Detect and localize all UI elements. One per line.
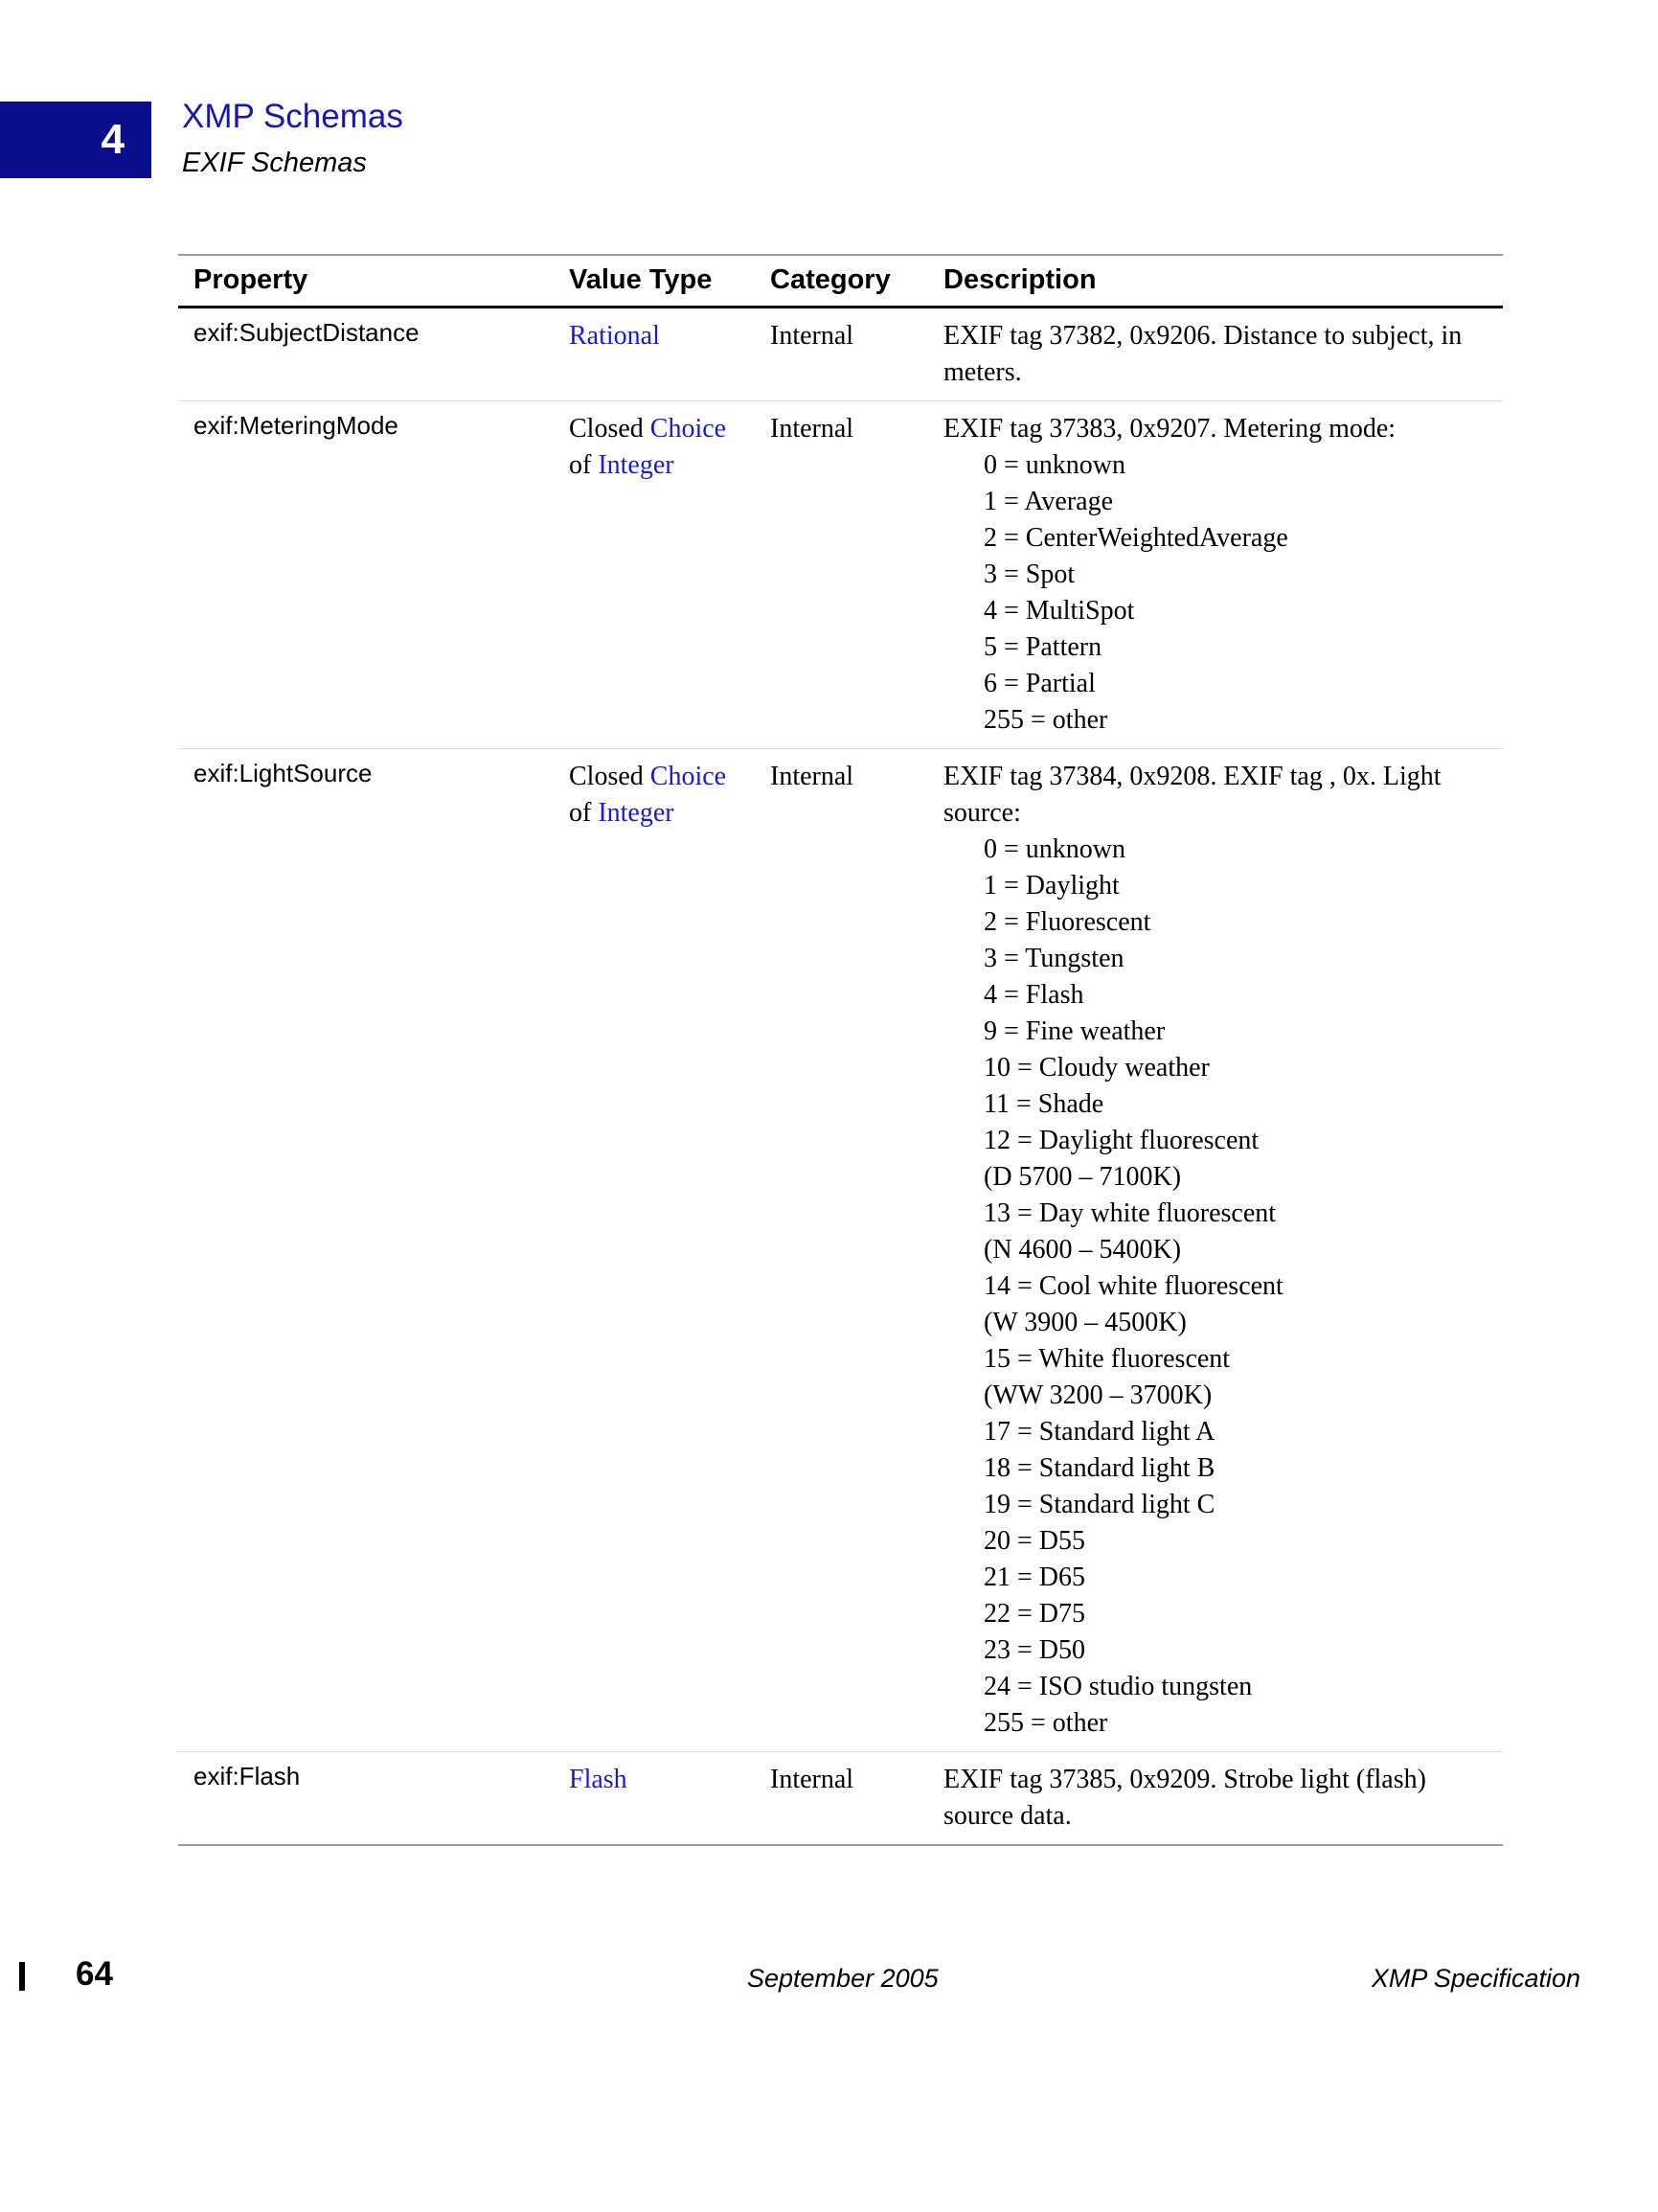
table-row [178,308,1503,401]
property-name: exif:SubjectDistance [193,318,420,347]
value-type [554,1752,770,1846]
value-type-link[interactable]: Rational [569,321,660,351]
category: Internal [770,414,854,444]
property-name: exif:MeteringMode [193,411,398,440]
value-item: 9 = Fine weather [984,1016,1166,1046]
value-item: 4 = Flash [984,980,1084,1010]
section-title: EXIF Schemas [182,148,367,178]
value-type-link[interactable]: Flash [569,1765,627,1794]
value-item: 14 = Cool white fluorescent [984,1271,1283,1301]
value-item: 255 = other [984,705,1108,735]
description-text: EXIF tag 37383, 0x9207. Metering mode: [943,414,1397,444]
value-type-link[interactable]: Integer [598,798,674,828]
value-item: 3 = Spot [984,559,1076,589]
property-table [178,254,1503,1846]
change-bar [19,1962,25,1991]
value-item-range: (D 5700 – 7100K) [984,1162,1182,1192]
column-header-category: Category [770,255,928,308]
value-item: 5 = Pattern [984,632,1102,662]
footer-document-title: XMP Specification [1371,1964,1580,1993]
value-item: 1 = Average [984,487,1113,516]
table-row [178,1752,1503,1846]
table-row [178,749,1503,1752]
value-item: 21 = D65 [984,1562,1086,1592]
value-item-range: (WW 3200 – 3700K) [984,1380,1213,1410]
table-header-row [178,255,1503,308]
value-item: 24 = ISO studio tungsten [984,1672,1253,1701]
value-item: 255 = other [984,1708,1108,1738]
description-text: EXIF tag 37384, 0x9208. EXIF tag , 0x. Light source: [943,762,1442,828]
property-name: exif:Flash [193,1762,301,1790]
value-item: 6 = Partial [984,669,1096,698]
value-item: 11 = Shade [984,1089,1104,1119]
value-item: 12 = Daylight fluorescent [984,1126,1260,1155]
value-type-link[interactable]: Choice [649,762,727,791]
value-item: 3 = Tungsten [984,944,1124,973]
chapter-number-tab [0,102,151,178]
chapter-number: 4 [101,116,125,163]
value-item: 23 = D50 [984,1635,1086,1665]
description: EXIF tag 37382, 0x9206. Distance to subject, in meters. [943,321,1463,387]
value-type-link[interactable]: Choice [649,414,727,444]
value-item: 15 = White fluorescent [984,1344,1231,1374]
value-type: Closed Choice of Integer [569,762,727,828]
value-item: 0 = unknown [984,450,1126,480]
value-item: 4 = MultiSpot [984,596,1135,626]
column-header-value-type: Value Type [554,255,770,308]
footer-date: September 2005 [747,1964,939,1993]
value-type-link[interactable]: Integer [598,450,674,480]
value-item: 17 = Standard light A [984,1417,1215,1447]
property-name: exif:LightSource [193,759,373,787]
page-number: 64 [76,1955,113,1993]
value-item: 2 = CenterWeightedAverage [984,523,1288,553]
value-item-range: (N 4600 – 5400K) [984,1235,1182,1265]
value-item: 20 = D55 [984,1526,1086,1556]
value-item: 22 = D75 [984,1599,1086,1629]
description: EXIF tag 37385, 0x9209. Strobe light (flash) source data. [943,1765,1426,1831]
chapter-title: XMP Schemas [182,98,403,135]
column-header-description: Description [928,255,1503,308]
value-item: 19 = Standard light C [984,1490,1215,1519]
category: Internal [770,762,854,791]
description [928,401,1503,749]
category: Internal [770,1765,854,1794]
value-type [554,308,770,401]
value-item: 0 = unknown [984,834,1126,864]
value-type: Closed Choice of Integer [569,414,727,480]
value-item-range: (W 3900 – 4500K) [984,1308,1187,1337]
value-item: 2 = Fluorescent [984,907,1151,937]
value-item: 18 = Standard light B [984,1453,1215,1483]
value-list [943,447,1503,739]
value-item: 10 = Cloudy weather [984,1053,1210,1083]
value-list [943,832,1503,1742]
table-row [178,401,1503,749]
description [928,749,1503,1752]
value-item: 13 = Day white fluorescent [984,1198,1277,1228]
column-header-property: Property [178,255,554,308]
category: Internal [770,321,854,351]
value-item: 1 = Daylight [984,871,1120,901]
